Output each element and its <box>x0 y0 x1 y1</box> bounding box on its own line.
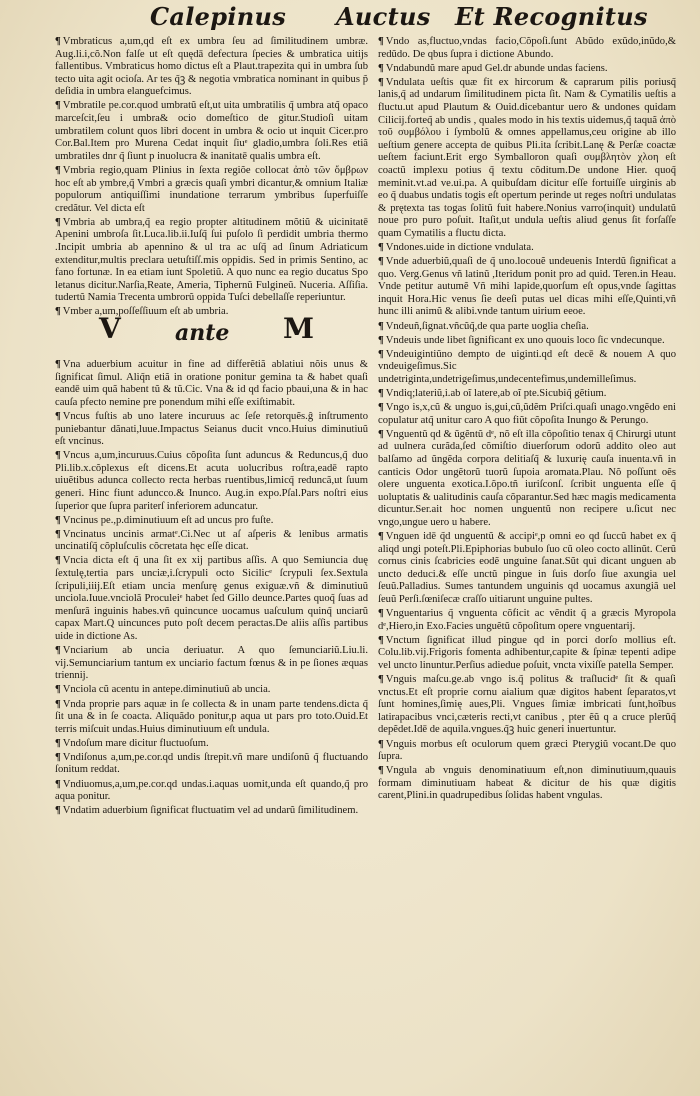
entry-unciola: ¶ Vnciola cũ acentu in antepe.diminutiuũ ab uncia. <box>55 684 271 696</box>
entry-undo: ¶ Vndo as,fluctuo,vndas facio,Cõpoſi.ſunt Abũdo exũdo,inũdo,& redũdo. De qbus ſupra i dictione Abundo. <box>378 36 676 60</box>
entry-umbraticus: ¶ Vmbraticus a,um,qd eſt ex umbra ſeu ad ſimilitudinem umbræ. Aug.li.i,cõ.Non falſe ut eſt quędā defectura ſpecies & umbratica uitijs fallentibus. Vmbraticus homo dictus eſt a Plaut.trapezita qui in umbra ſub tecto uita agit ocioſa. Ar tes q̃ꝫ & negotia vmbratica nominant in quibus p̃ deſidia in umbra elanguefcimus. <box>55 36 368 98</box>
entry-uncinatus: ¶ Vncinatus uncinis armatᵉ.Ci.Nec ut aſ aſperis & lenibus armatis uncinatiſq̃ cõpluſculis cõcretata hęc eſſe dicat. <box>55 528 368 553</box>
left-column <box>55 36 368 819</box>
entry-undeuis: ¶ Vndeuis unde libet ſignificant ex uno quouis loco ſic vndecunque. <box>378 334 665 346</box>
entry-uncia: ¶ Vncia dicta eſt q̃ una ſit ex xij partibus aſſis. A quo Semiuncia duę ſextulę,tertia pars unciæ,i.ſcrypuli octo Sicilicᵉ ſcrypuli ſex.Sextula ſcripuli,iiij.Eſt etiam uncia menſurę genus exiguæ.vñ & diminutiuũ unciola.Iuue.vnciolã Proculeiᵉ habet ſed Gillo deunce.Partes quoq̃ ſuas ad menſurã inguinis habes.vñ quincunce uocamus uaſculum quinq̃ unciarũ capax Mart.Q uincunces puto poſt decem peractas.De aliis aſſis partibus uide in dictione As. <box>55 555 368 643</box>
entry-undisonus: ¶ Vndiſonus a,um,pe.cor.qd undis ſtrepit.vñ mare undiſonũ q̃ fluctuando ſonitum reddat. <box>55 751 368 776</box>
section-heading-ante: ante <box>175 320 230 347</box>
entry-uncus-1: ¶ Vncus fuſtis ab uno latere incuruus ac ſeſe retorquẽs.ĝ inſtrumento puniebantur dãnati,luue.Impactus Seianus ducit vnco.Huius diminutiuũ eſt vncinus. <box>55 410 368 448</box>
running-head-right: Et Recognitus <box>455 2 648 31</box>
entry-una: ¶ Vna aduerbium acuitur in fine ad differẽtiã ablatiui nõis unus & ſignificat ſimul. Aliq̃n etiã in oratione ponitur gemina ta & habet quaſi eandē uim quã habent tũ & tũ.Cic. Vna & id qd facio pbaui,una & in hac cauſa pfecto nemine pre ponendum mihi eſſe exiſtimabit. <box>55 359 368 408</box>
entry-ungo: ¶ Vngo is,x,cũ & unguo is,gui,cũ,ũdẽm Priſci.quaſi unago.vngẽdo eni copulatur atq̃ unitur caro A quo fiũt cõpoſita Inungo & Perungo. <box>378 402 676 426</box>
entry-undeuiginti: ¶ Vndeuigintiũno dempto de uiginti.qd eſt decē & nouem A quo vndeuigeſimus.Sic undetriginta,undetrigeſimus,undecentefimus,undemilleſimus. <box>378 348 676 385</box>
entry-uncus-2: ¶ Vncus a,um,incuruus.Cuius cõpoſita ſunt aduncus & Reduncus,q̃ duo Pli.lib.x.cõplexus eſt dicens.Et acuta uolucribus roſtra,eadē rapto uiuẽtibus adunca collecto recta herbas ruentibus,limicq̃ reduncã,ut ſuum generi. Hinc fiunt aduncco.& Inunco. Aug.in expo.Pſal.Pars noſtri eius ſuperior que ſupra pariterſ inferiorem aduncatur. <box>55 450 368 512</box>
entry-unctum: ¶ Vnctum ſignificat illud pingue qd in porci dorſo mollius eſt. Colu.lib.vij.Frigoris fomenta adhibentur,capite & ſpinæ tepenti adipe vel uncto linuntur.Perſius adiedue poſuit, vncta vixiſſe patella Semper. <box>378 634 676 671</box>
entry-unda: ¶ Vnda proprie pars aquæ in ſe collecta & in unam parte tendens.dicta q̃ ſit una & in ſe coacta. Aliquãdo ponitur,p aqua ut pars pro toto.Ouid.Et terris miſcuit undas.Huius diminutiuum eſt undula. <box>55 698 368 735</box>
section-heading-letter-v: V <box>99 312 121 346</box>
section-heading-letter-m: M <box>283 312 314 346</box>
running-head-left: Calepinus <box>150 2 287 31</box>
entry-unde: ¶ Vnde aduerbiũ,quaſi de q̃ uno.locouẽ undeuenis Interdũ ſignificat a quo. Verg.Genus vñ latinũ ,Iteridum ponit pro ad quid. Teren.in Heau. Vnde petitur autumẽ Vñ mihi lapide,quorſum eſt opus,vnde ſagittas inquit Hora.Hic venus ſie deeſi putas uel dicas mihi eſſe,Quinti,vñ hunc illi animũ & alibi.vnde tantum uirium eeoe. <box>378 256 676 318</box>
entry-ungula: ¶ Vngula ab vnguis denominatiuum eſt,non diminutiuum,quauis formam diminutiuam habeat & dicitur de his quæ digitis carent,Plini.in quadrupedibus ſolidas habent vngulas. <box>378 765 676 802</box>
entry-undivomus: ¶ Vndiuomus,a,um,pe.cor.qd undas.i.aquas uomit,unda eſt quando,q̃ pro aqua ponitur. <box>55 778 368 803</box>
entry-unguis-1: ¶ Vnguis maſcu.ge.ab vngo is.q̃ politus & traſlucidᵉ ſit & quaſi vnctus.Et eſt proprie cornu aialium quæ digitos habent ſeparatos,vt ſunt homines,ſimię aues,Pli. Vngues ſimiæ imbricati ſunt,hoĩbus latirapacibus vnci,cæteris recti,vt canibus , pter ẽũ q a cruce plerũq̃ depẽdet.Idē de aquila.vngues.q̃ꝫ huic generi inuertuntur. <box>378 674 676 736</box>
entry-undabundum: ¶ Vndabundũ mare apud Gel.dr abunde undas faciens. <box>378 62 608 74</box>
running-head-middle: Auctus <box>336 2 431 31</box>
right-column <box>378 36 676 805</box>
entry-umbria-2: ¶ Vmbria ab umbra,q̃ ea regio propter altitudinem mõtiũ & uicinitatē Apenini umbroſa ſit.Luca.lib.ii.Iuſq̃ ſui puſolo ſi perdidit umbria thermo .Incipit umbria ab apennino & ul tra ac uſq̃ ad ſinum Adriaticum extenditur,multis preclara uetuſtiſſ.mis oppidis. Sed in primis Sentino, ac fano fortunæ. In ea etiam iunt Spoletiũ. A quo nunc ea regio ducatus Spo letanus dicitur.Narſia,Reate, Ameria, Tiphernũ Fulgineũ. Nuceria. Aſſiſia. tudertũ Namia Trecenta umbrorũ oppida Tuſci debellaſſe reperiuntur. <box>55 216 368 304</box>
entry-umber: ¶ Vmber a,um,poſſeſſiuum eſt ab umbria. <box>55 306 229 318</box>
entry-unciarium: ¶ Vnciarium ab uncia deriuatur. A quo ſemunciariũ.Liu.li. vij.Semunciarium tantum ex unciario factum fœnus & in pe ſiones æquas triennij. <box>55 645 368 682</box>
entry-unguen: ¶ Vnguen idē q̃d unguentũ & accipiᵉ,p omni eo qd ſuccũ habet ex q̃ aliqd ungi poteſt.Pli.Epiphorias bubulo ſuo cũ oleo cocto allinũt. Cerũ cornus cinis ſcabricies eodẽ unguine ſanat.Sũt qui dicant unguen ab uncto deduci.& eſſe unctũ pingue in ſuis dorſo ſiue axungia uel ſeuũ.Palladius. Sumes tantundem unguinis qd uocamus axungiã uel ſeuũ Perſi.ſœniſecæ craſſo uitiarunt unguine pultes. <box>378 531 676 606</box>
entry-undosum: ¶ Vndoſum mare dicitur fluctuoſum. <box>55 737 209 749</box>
entry-umbria-1: ¶ Vmbria regio,quam Plinius in ſexta regiõe collocat ἀπὸ τῶν ὄμβρων hoc eſt ab ymbre,q̃ Vmbri a græcis quaſi ymbri dicantur,& omnium Italiæ populorum antiquiſſimi inundatione terrarum ymbribus ſuperfuiſſe credãtur. Vel dicta eſt <box>55 164 368 214</box>
entry-undatim: ¶ Vndatim aduerbium ſignificat fluctuatim vel ad undarũ ſimilitudinem. <box>55 805 359 817</box>
entry-unguentum: ¶ Vnguentũ qd & ũgẽntũ dᵉ, nõ eſt illa cõpoſitio tenax q̃ Chirurgi utunt ad uulnera curãda,ſed cõmiſtio diuerſorum odorũ addito oleo aut balſamo ad ũngẽda corpora delitiaſq̃ & luxurię cauſa inuenta.vñ in canticis Odor ungẽtorũ tuorũ ſupoia aromata.Plau. Nõ poſſunt oẽs olere unguenta exotica.I.õpo.tñ iuriſconſ. ſcribit unguenta eſſe q̃ uoluptatis & ualitudinis cauſa cõparantur.Sed hæc magis medicamenta dicuntur.Ser.ait hoc nomen unguentũ non recipere u.ſicut nec vngo,ungue uero u habere. <box>378 428 676 528</box>
entry-undique: ¶ Vndiq;lateriũ,i.ab oĩ latere,ab oĩ pte.Sicubiq̃ gẽtium. <box>378 388 607 400</box>
entry-undones: ¶ Vndones.uide in dictione vndulata. <box>378 242 534 253</box>
running-head <box>0 2 700 32</box>
entry-undeun: ¶ Vndeuñ,ſignat.vñcũq̃,de qua parte uoglia cheſia. <box>378 320 589 332</box>
entry-undulata: ¶ Vndulata ueſtis quæ fit ex hircorum & caprarum pilis poriusq̃ lanis,q̃ ad undarum ſimilitudinem picta ſit. Nam & Cymatilis ueſtis a fluctu.ut apud Plautum & Ouid.dicebantur uero & undones quidam Cilicij.forteq̃ ab undis , quales modo in his textis uidemus,q̃ taquã ἀπὸ τοῦ συμβόλου i ſymbolũ & omnes appellamus,ceu origine ab illo ueſtium genere accepta de quibus Pli.ita ſcribit.Lanę & Perſæ coactæ ueſtem faciunt.Erit ergo Symballoron quaſi συμβλητὸν χλοη eſt coactũ implexu potius q̃ textu cõditum.De undone Hier. quoq̃ meminit.vt.ad ve.ui.pa. A quibuſdam dicitur eſſe fortuiſſe uirginis ab eo q̃ duabus undatis togis eſt opertum perinde ut reges noſtri undulatas & prętexta tas togas ſolitũ fuit habere.Nonius varro(inquit) undulatũ noue pro puro poſuit. Itaſit,ut undula ueſtis aliud genus ſit forſaſſe quam Cymatilis a fluctu dicta. <box>378 76 676 239</box>
entry-unguentarius: ¶ Vnguentarius q̃ vnguenta cõficit ac vẽndit q̃ a græcis Myropola dᵉ,Hiero,in Exo.Facies unguẽtũ cõpoſitum opere vnguentarij. <box>378 608 676 632</box>
entry-uncinus: ¶ Vncinus pe.,p.diminutiuum eſt ad uncus pro fuſte. <box>55 514 274 526</box>
entry-unguis-2: ¶ Vnguis morbus eſt oculorum quem græci Pterygiũ vocant.De quo ſupra. <box>378 738 676 763</box>
entry-umbratile: ¶ Vmbratile pe.cor.quod umbratũ eſt,ut uita umbratilis q̃ umbra atq̃ opaco marceſcit,ſeu i umbra& ocio domeſtico de gitur.Studioſi uitam umbratilem colunt quos libri docent in umbra & ocio ut inquit Cicer.pro Cor.Bal.Item pro Murena Cedat inquit ſiuᵉ gladio,umbra ſoli.Res etiã umbratiles dnr q̃ ſiunt p inuolucra & inanitatē qualis umbra eſt. <box>55 100 368 162</box>
